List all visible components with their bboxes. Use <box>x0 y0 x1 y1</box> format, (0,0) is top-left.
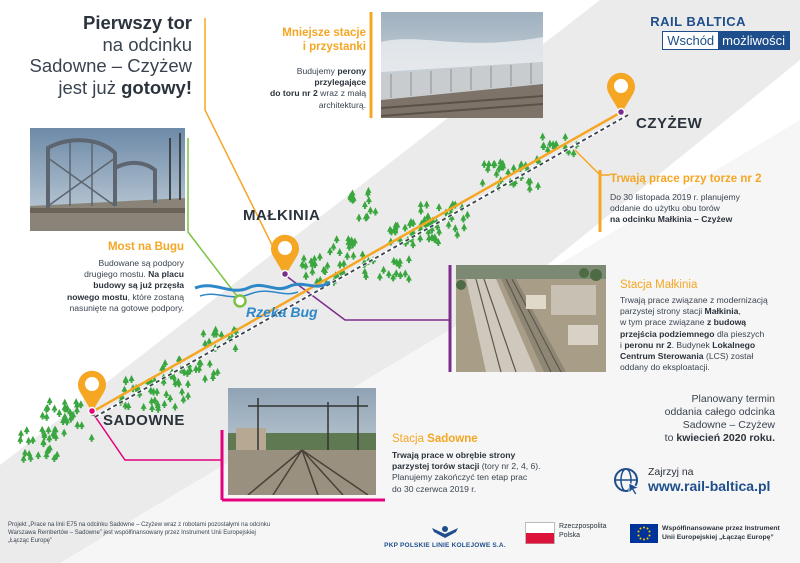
website-link[interactable]: Zajrzyj na www.rail-baltica.pl <box>612 466 770 494</box>
station-czyzew: CZYŻEW <box>636 115 703 132</box>
sadowne-pin-icon[interactable] <box>75 368 109 416</box>
photo-malkinia-station <box>456 265 606 372</box>
globe-cursor-icon <box>612 466 642 496</box>
photo-sadowne-station <box>228 388 376 495</box>
eu-logo: Współfinansowane przez Instrument Unii Europejskiej „Łącząc Europę” <box>630 524 800 542</box>
station-malkinia: MAŁKINIA <box>243 207 321 224</box>
footer-project-note: Projekt „Prace na linii E75 na odcinku Sadowne – Czyżew wraz z robotami pozostałymi na odcinku Warszawa Rembertów – Sadowne” jest współfinansowany przez Instrument Unii Europejskiej „Łącząc Europę” <box>8 522 271 545</box>
malkinia-pin-icon[interactable] <box>268 232 302 278</box>
bridge-marker-icon[interactable] <box>233 294 247 308</box>
deadline-box: Planowany termin oddania całego odcinka Sadowne – Czyżew to kwiecień 2020 roku. <box>664 393 775 444</box>
river-label: Rzeka Bug <box>246 304 318 320</box>
czyzew-pin-icon[interactable] <box>604 70 638 116</box>
malkinia-station-box: Stacja Małkinia Trwają prace związane z modernizacją parzystej strony stacji Małkinia, w tym prace związane z budową przejścia podziemnego dla pieszych i peronu nr 2. Budynek Lokalnego Centrum Sterowania (LCS) został oddany do eksploatacji. <box>620 279 768 373</box>
page-title: Pierwszy tor na odcinku Sadowne – Czyżew jest już gotowy! <box>29 12 192 98</box>
rp-logo: Rzeczpospolita Polska <box>525 522 606 540</box>
polish-flag-icon <box>525 522 555 544</box>
photo-bridge <box>30 128 185 231</box>
pkp-emblem-icon <box>430 524 460 542</box>
sadowne-station-box: Stacja Sadowne Trwają prace w obrębie strony parzystej torów stacji (tory nr 2, 4, 6). Planujemy zakończyć ten etap prac do 30 czerwca 2019 r. <box>392 433 541 494</box>
smaller-stations-box: Mniejsze stacje i przystanki Budujemy perony przylegające do toru nr 2 wraz z małą architekturą. <box>270 27 366 110</box>
bug-bridge-box: Most na Bugu Budowane są podpory drugiego mostu. Na placu budowy są już przęsła nowego mostu, które zostaną nasunięte na gotowe podpory. <box>66 241 184 313</box>
photo-platform <box>381 12 543 118</box>
station-sadowne: SADOWNE <box>103 412 185 429</box>
eu-flag-icon <box>630 524 658 543</box>
rail-baltica-logo: RAIL BALTICA Wschód możliwości <box>648 14 790 50</box>
track2-box: Trwają prace przy torze nr 2 Do 30 listopada 2019 r. planujemy oddanie do użytku obu torów na odcinku Małkinia – Czyżew <box>610 173 762 225</box>
pkp-logo: PKP POLSKIE LINIE KOLEJOWE S.A. <box>380 524 510 549</box>
